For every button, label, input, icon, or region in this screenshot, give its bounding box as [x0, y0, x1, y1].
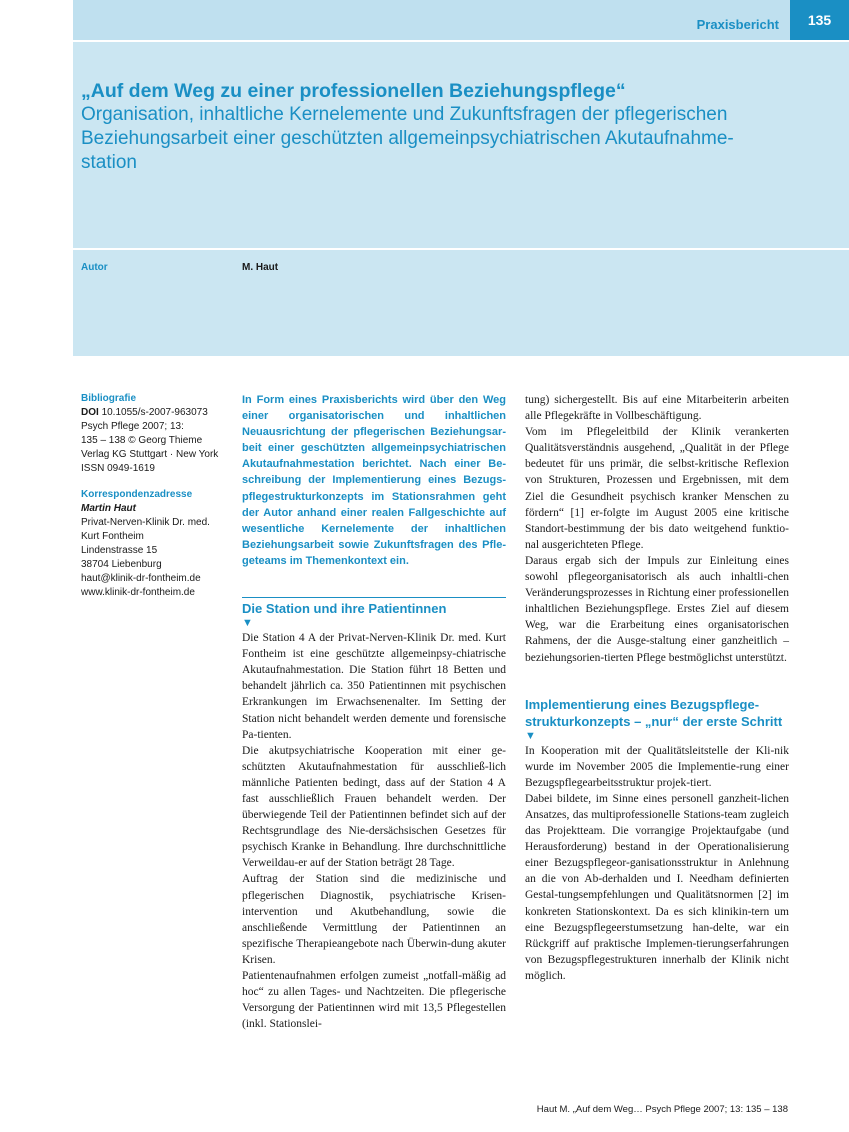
author-label: Autor [81, 262, 108, 273]
author-band [73, 250, 849, 356]
paragraph: tung) sichergestellt. Bis auf eine Mitarbeiterin arbeiten alle Pflegekräfte in Vollbeschäftigung. [525, 394, 789, 423]
column-2 [525, 392, 789, 984]
address-line: Privat-Nerven-Klinik Dr. med. [81, 517, 210, 528]
doi-line [81, 406, 231, 420]
section-label: Praxisbericht [696, 17, 779, 32]
paragraph: In Kooperation mit der Qualitätsleitstelle der Kli-nik wurde im November 2005 die Implementie-rung einer Bezugspflegearbeitsstruktur projek-tiert. [525, 744, 789, 789]
paragraph: Dabei bildete, im Sinne eines personell ganzheit-lichen Ansatzes, das multiprofessionelle Stations-team zugleich das Projektteam. Die vorrangige Projektaufgabe (und Herausforderung) bestand in der Operationalisierung einer Bezugspflegeor-ganisationsstruktur in Anlehnung an die von Ab-derhalden und I. Needham definierten Gestal-tungsempfehlungen und Qualitätsnormen [2] im konkreten Stationskontext. Da es sich klinikin-tern um eine Bezugspflegeerstumsetzung han-delte, war ein Rückgriff auf praktische Implemen-tierungserfahrungen von Bezugspflegestrukturen innerhalb der Klinik nicht möglich. [525, 792, 789, 982]
column-1 [242, 392, 506, 1032]
website-link[interactable]: www.klinik-dr-fontheim.de [81, 587, 195, 598]
correspondence-heading: Korrespondenzadresse [81, 489, 193, 500]
sidebar [81, 392, 231, 600]
biblio-line: Verlag KG Stuttgart · New York [81, 449, 219, 460]
section-marker-icon: ▼ [242, 617, 253, 630]
doi-value[interactable]: 10.1055/s-2007-963073 [101, 407, 208, 418]
bibliography-heading: Bibliografie [81, 393, 137, 404]
abstract: In Form eines Praxisberichts wird über den Weg einer organisatorischen und inhaltlichen Neuausrichtung der pflegerischen Beziehungsar-beit einer geschützten allgemeinpsychiatrischen Akutaufnahmestation berichtet. Nach einer Be-schreibung der Implementierung eines Bezugs-pflegestrukturkonzepts im Stationsrahmen geht der Autor anhand einer realen Fallgeschichte auf wesentliche Kernelemente der inhaltlichen Beziehungsarbeit sowie Zukunftsfragen des Pfle-geteams im Themenkontext ein. [242, 394, 506, 567]
page-number: 135 [790, 0, 849, 40]
paragraph: Daraus ergab sich der Impuls zur Einleitung eines sowohl pflegeorganisatorisch als auch inhaltli-chen Veränderungsprozesses in Richtung einer professionellen inhaltlichen Beziehungspflege. Erstes Ziel auf diesem Weg, war die Erarbeitung eines organisatorischen Rahmens, der die Ausge-staltung einer ganzheitlich – beziehungsorien-tierten Pflege bestmöglichst unterstützt. [525, 554, 789, 664]
paragraph: Die Station 4 A der Privat-Nerven-Klinik Dr. med. Kurt Fontheim ist eine geschützte allgemeinpsy-chiatrische Akutaufnahmestation. Die Station führt 18 Betten und behandelt jährlich ca. 350 Patientinnen mit psychischen Erkrankungen im Erwachsenenalter. Im Setting der Station nicht behandelt werden demente und forensische Pa-tienten. [242, 632, 506, 741]
paragraph: Die akutpsychiatrische Kooperation mit einer ge-schützten Akutaufnahmestation für ausschließ-lich männliche Patienten bedingt, dass auf der Station 4 A fast ausschließlich Frauen behandelt werden. Der überwiegende Teil der Patientinnen befindet sich auf der Rechtsgrundlage des Nie-dersächsischen Gesetzes für psychisch Kranke in Behandlung. Ihre durchschnittliche Verweildau-er auf der Station beträgt 28 Tage. [242, 744, 506, 870]
page-footer: Haut M. „Auf dem Weg… Psych Pflege 2007; 13: 135 – 138 [536, 1104, 788, 1115]
article-subtitle: Organisation, inhaltliche Kernelemente und Zukunftsfragen der pflegerischen Beziehungsarbeit einer geschützten allgemeinpsychiatrischen Akutaufnahme-station [81, 104, 734, 173]
correspondence-name: Martin Haut [81, 503, 136, 514]
section-heading-implementation: Implementierung eines Bezugspflege-strukturkonzepts – „nur“ der erste Schritt [525, 696, 783, 729]
paragraph: Vom im Pflegeleitbild der Klinik verankerten Qualitätsverständnis ausgehend, „Qualität in der Pflege bedeutet für uns primär, die selbst-kritische Reflexion von Strukturen, Prozessen und Ergebnissen, mit dem Ziel die Gesundheit psychisch kranker Menschen zu fördern“ [1] er-folgte im August 2005 eine kritische Standort-bestimmung der bis dato weitgehend funktio-nal ausgerichteten Pflege. [525, 426, 789, 551]
section-marker-icon: ▼ [525, 729, 536, 742]
biblio-line: ISSN 0949-1619 [81, 463, 155, 474]
paragraph: Auftrag der Station sind die medizinische und pflegerischen Diagnostik, psychiatrische Krisen-intervention und Akutbehandlung, sowie die anschließende Vermittlung der Patientinnen an spezifische Therapieangebote nach Überwin-dung akuter Krisen. [242, 873, 506, 966]
paragraph: Patientenaufnahmen erfolgen zumeist „notfall-mäßig ad hoc“ zu allen Tages- und Nachtzeiten. Die pflegerische Versorgung der Patientinnen wird mit 13,5 Pflegestellen (inkl. Stationslei- [242, 970, 506, 1031]
address-line: Kurt Fontheim [81, 531, 144, 542]
email-link[interactable]: haut@klinik-dr-fontheim.de [81, 573, 201, 584]
author-name: M. Haut [242, 262, 279, 273]
section-heading-station: Die Station und ihre Patientinnen [242, 601, 447, 617]
article-title: „Auf dem Weg zu einer professionellen Beziehungspflege“ [81, 80, 626, 102]
section-divider [242, 597, 506, 630]
address-line: 38704 Liebenburg [81, 559, 162, 570]
doi-label: DOI [81, 407, 99, 418]
biblio-line: Psych Pflege 2007; 13: [81, 421, 184, 432]
biblio-line: 135 – 138 © Georg Thieme [81, 435, 203, 446]
address-line: Lindenstrasse 15 [81, 545, 158, 556]
